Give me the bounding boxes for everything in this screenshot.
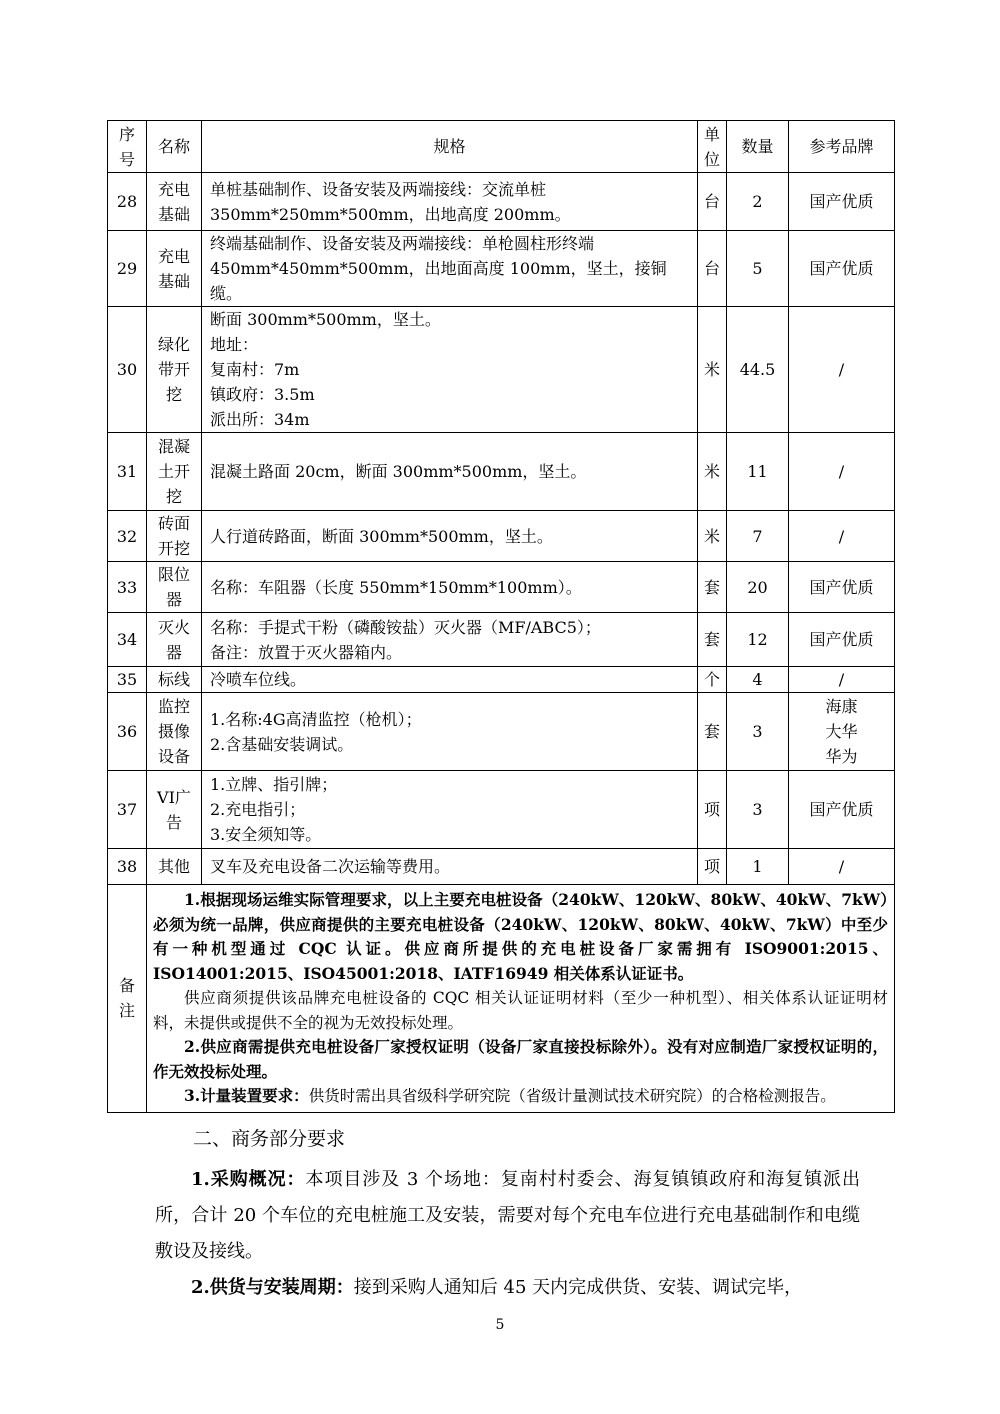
row-qty: 3 (727, 771, 789, 849)
row-qty: 1 (727, 849, 789, 885)
row-brand: 国产优质 (789, 562, 895, 613)
row-brand: 海康 大华 华为 (789, 693, 895, 771)
row-number: 35 (108, 667, 147, 693)
table-row (108, 849, 895, 885)
row-number: 36 (108, 693, 147, 771)
table-row (108, 173, 895, 231)
row-unit: 米 (698, 433, 727, 511)
row-number: 34 (108, 613, 147, 667)
row-spec: 1.立牌、指引牌； 2.充电指引； 3.安全须知等。 (202, 771, 698, 849)
row-brand: 国产优质 (789, 231, 895, 307)
row-qty: 44.5 (727, 307, 789, 433)
row-qty: 2 (727, 173, 789, 231)
row-qty: 7 (727, 511, 789, 562)
table-row (108, 613, 895, 667)
notes-label: 备 注 (108, 885, 147, 1113)
row-spec: 冷喷车位线。 (202, 667, 698, 693)
header-name: 名称 (147, 121, 202, 173)
table-row (108, 307, 895, 433)
row-spec: 单桩基础制作、设备安装及两端接线：交流单桩 350mm*250mm*500mm，出地高度 200mm。 (202, 173, 698, 231)
row-spec: 断面 300mm*500mm，坚土。 地址： 复南村：7m 镇政府：3.5m 派出所：34m (202, 307, 698, 433)
table-row (108, 511, 895, 562)
row-number: 32 (108, 511, 147, 562)
table-row (108, 562, 895, 613)
row-name: 灭火 器 (147, 613, 202, 667)
notes-row (108, 885, 895, 1113)
row-unit: 米 (698, 307, 727, 433)
row-spec: 名称：手提式干粉（磷酸铵盐）灭火器（MF/ABC5）； 备注：放置于灭火器箱内。 (202, 613, 698, 667)
row-unit: 套 (698, 613, 727, 667)
row-spec: 混凝土路面 20cm，断面 300mm*500mm，坚土。 (202, 433, 698, 511)
row-number: 29 (108, 231, 147, 307)
row-name: 充电 基础 (147, 173, 202, 231)
row-unit: 项 (698, 849, 727, 885)
row-number: 31 (108, 433, 147, 511)
row-spec: 叉车及充电设备二次运输等费用。 (202, 849, 698, 885)
row-number: 33 (108, 562, 147, 613)
row-number: 38 (108, 849, 147, 885)
row-qty: 11 (727, 433, 789, 511)
row-brand: / (789, 667, 895, 693)
row-number: 28 (108, 173, 147, 231)
row-unit: 个 (698, 667, 727, 693)
row-spec: 人行道砖路面，断面 300mm*500mm，坚土。 (202, 511, 698, 562)
row-qty: 12 (727, 613, 789, 667)
row-name: 砖面 开挖 (147, 511, 202, 562)
header-qty: 数量 (727, 121, 789, 173)
header-brand: 参考品牌 (789, 121, 895, 173)
row-brand: 国产优质 (789, 613, 895, 667)
row-unit: 套 (698, 562, 727, 613)
row-brand: / (789, 433, 895, 511)
table-row (108, 231, 895, 307)
row-name: 限位 器 (147, 562, 202, 613)
commerce-item-1: 1.采购概况：本项目涉及 3 个场地：复南村村委会、海复镇镇政府和海复镇派出所，合计 20 个车位的充电桩施工及安装，需要对每个充电车位进行充电基础制作和电缆敷设及接线。 (155, 1169, 860, 1262)
row-unit: 台 (698, 173, 727, 231)
row-unit: 项 (698, 771, 727, 849)
row-name: 监控 摄像 设备 (147, 693, 202, 771)
note-paragraph: 供应商须提供该品牌充电桩设备的 CQC 相关认证证明材料（至少一种机型）、相关体系认证证明材料，未提供或提供不全的视为无效投标处理。 (153, 989, 888, 1032)
table-header-row (108, 121, 895, 173)
row-unit: 台 (698, 231, 727, 307)
row-brand: / (789, 307, 895, 433)
notes-content (147, 885, 895, 1113)
note-paragraph: 1.根据现场运维实际管理要求，以上主要充电桩设备（240kW、120kW、80kW、40kW、7kW）必须为统一品牌，供应商提供的主要充电桩设备（240kW、120kW、80kW、40kW、7kW）中至少有一种机型通过 CQC 认证。供应商所提供的充电桩设备厂家需拥有 ISO9001:2015、ISO14001:2015、ISO45001:2018、IATF16949 相关体系认证证书。 (153, 890, 888, 983)
commerce-item-2: 2.供货与安装周期：接到采购人通知后 45 天内完成供货、安装、调试完毕， (191, 1277, 803, 1298)
page-number: 5 (495, 1317, 505, 1333)
row-name: 标线 (147, 667, 202, 693)
row-name: 混凝 土开 挖 (147, 433, 202, 511)
row-name: 绿化 带开 挖 (147, 307, 202, 433)
row-qty: 5 (727, 231, 789, 307)
row-number: 37 (108, 771, 147, 849)
section-title: 二、商务部分要求 (193, 1128, 346, 1150)
row-qty: 20 (727, 562, 789, 613)
row-brand: 国产优质 (789, 173, 895, 231)
header-spec: 规格 (202, 121, 698, 173)
header-unit: 单 位 (698, 121, 727, 173)
row-qty: 4 (727, 667, 789, 693)
row-name: 其他 (147, 849, 202, 885)
row-number: 30 (108, 307, 147, 433)
row-unit: 套 (698, 693, 727, 771)
row-name: VI广 告 (147, 771, 202, 849)
row-qty: 3 (727, 693, 789, 771)
specification-table (107, 120, 895, 1113)
note-paragraph: 2.供应商需提供充电桩设备厂家授权证明（设备厂家直接投标除外）。没有对应制造厂家授权证明的，作无效投标处理。 (153, 1037, 888, 1081)
row-name: 充电 基础 (147, 231, 202, 307)
row-spec: 1.名称:4G高清监控（枪机）； 2.含基础安装调试。 (202, 693, 698, 771)
row-brand: 国产优质 (789, 771, 895, 849)
row-unit: 米 (698, 511, 727, 562)
table-row (108, 433, 895, 511)
header-index: 序 号 (108, 121, 147, 173)
row-spec: 终端基础制作、设备安装及两端接线：单枪圆柱形终端 450mm*450mm*500mm，出地面高度 100mm，坚土，接铜缆。 (202, 231, 698, 307)
row-brand: / (789, 511, 895, 562)
row-brand: / (789, 849, 895, 885)
table-row (108, 771, 895, 849)
note-paragraph: 3.计量装置要求：供货时需出具省级科学研究院（省级计量测试技术研究院）的合格检测报告。 (184, 1086, 836, 1105)
row-spec: 名称：车阻器（长度 550mm*150mm*100mm）。 (202, 562, 698, 613)
table-row (108, 667, 895, 693)
table-row (108, 693, 895, 771)
